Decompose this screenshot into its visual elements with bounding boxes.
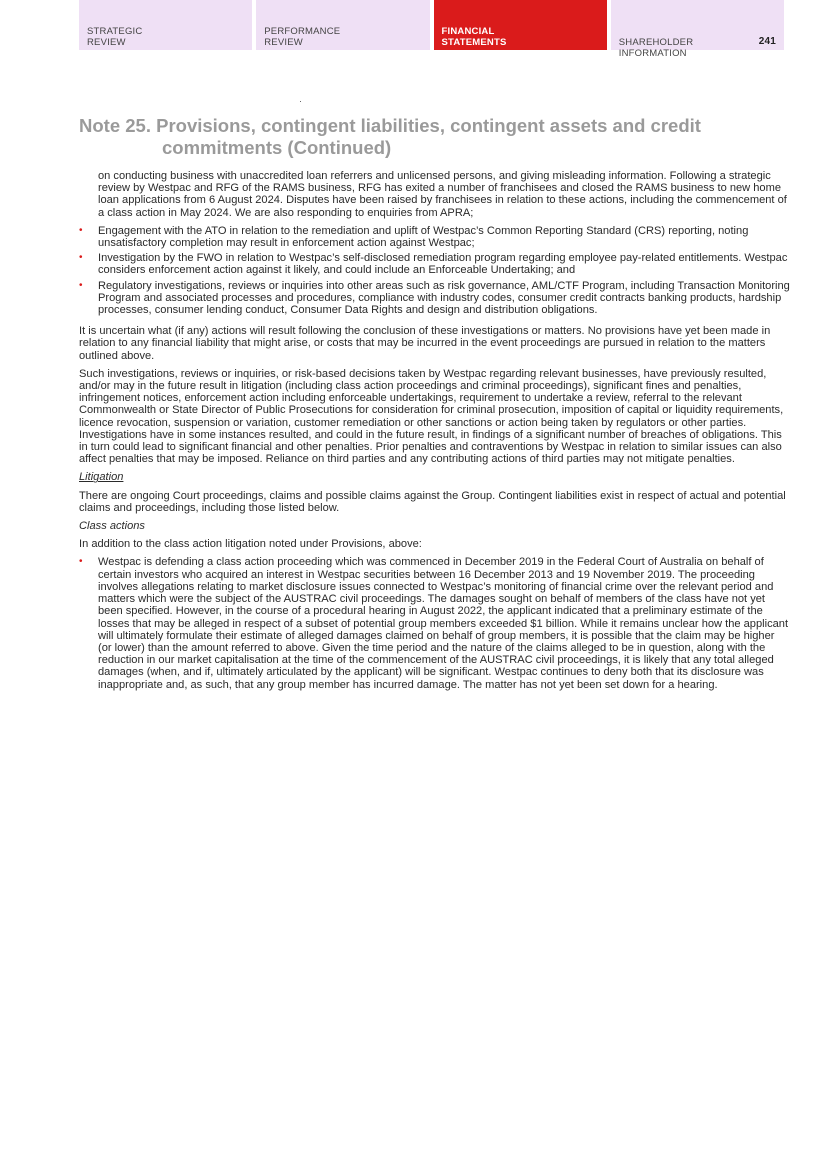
bullet-list-class-actions bbox=[79, 556, 791, 690]
bullet-list-investigations bbox=[79, 225, 791, 316]
paragraph-such-investigations: Such investigations, reviews or inquiries, or risk-based decisions taken by Westpac regarding relevant businesses, have previously resulted, and/or may in the future result in litigation (including class action proceedings and criminal proceedings), significant fines and penalties, infringement notices, enforcement action including enforceable undertakings, requirement to undertake a review, referral to the relevant Commonwealth or State Director of Public Prosecutions for consideration for criminal prosecution, imposition of capital or liquidity requirements, licence revocation, suspension or variation, customer remediation or other sanctions or action being taken by regulators or other parties. Investigations have in some instances resulted, and could in the future result, in findings of a significant number of breaches of obligations. This in turn could lead to significant financial and other penalties. Prior penalties and contraventions by Westpac in relation to similar issues can also affect penalties that may be imposed. Reliance on third parties and any contributing actions of third parties may not mitigate penalties. bbox=[79, 367, 784, 466]
class-actions-heading: Class actions bbox=[79, 520, 145, 533]
page-number: 241 bbox=[758, 36, 776, 47]
tab-performance-review[interactable]: PERFORMANCE REVIEW bbox=[256, 0, 429, 50]
note-title bbox=[79, 115, 769, 159]
tab-financial-statements[interactable]: FINANCIAL STATEMENTS bbox=[434, 0, 607, 50]
section-nav bbox=[79, 0, 784, 59]
stray-dot bbox=[300, 101, 301, 102]
paragraph-uncertain: It is uncertain what (if any) actions will result following the conclusion of these investigations or matters. No provisions have yet been made in relation to any financial liability that might arise, or costs that may be incurred in the event proceedings are pursued in relation to the matters outlined above. bbox=[79, 325, 771, 362]
tab-strategic-review[interactable]: STRATEGIC REVIEW bbox=[79, 0, 252, 50]
paragraph-class-intro: In addition to the class action litigation noted under Provisions, above: bbox=[79, 538, 422, 551]
continued-paragraph: on conducting business with unaccredited loan referrers and unlicensed persons, and giving misleading information. Following a strategic review by Westpac and RFG of the RAMS business, RFG has exited a number of franchisees and closed the RAMS business to new home loan applications from 6 August 2024. Disputes have been raised by franchisees in relation to these actions, including the commencement of a class action in May 2024. We are also responding to enquiries from APRA; bbox=[98, 170, 787, 219]
note-title-line2: commitments (Continued) bbox=[162, 137, 392, 158]
list-item: • Engagement with the ATO in relation to the remediation and uplift of Westpac’s Common Reporting Standard (CRS) reporting, noting unsatisfactory completion may result in enforcement action against Westpac; bbox=[79, 225, 791, 249]
note-body bbox=[79, 170, 791, 700]
paragraph-litigation: There are ongoing Court proceedings, claims and possible claims against the Group. Contingent liabilities exist in respect of actual and potential claims and proceedings, including those listed below. bbox=[79, 489, 786, 514]
tab-label: SHAREHOLDER INFORMATION bbox=[618, 37, 694, 59]
list-item: • Westpac is defending a class action proceeding which was commenced in December 2019 in the Federal Court of Australia on behalf of certain investors who acquired an interest in Westpac securities between 16 December 2013 and 19 November 2019. The proceeding involves allegations relating to market disclosure issues connected to Westpac’s monitoring of financial crime over the relevant period and matters which were the subject of the AUSTRAC civil proceedings. The damages sought on behalf of members of the class have not yet been specified. However, in the course of a procedural hearing in August 2022, the applicant indicated that a preliminary estimate of the losses that may be alleged in respect of a subset of potential group members exceeded $1 billion. While it remains unclear how the applicant will ultimately formulate their estimate of alleged damages claimed on behalf of group members, it is possible that the claim may be higher (or lower) than the amount referred to above. Given the time period and the nature of the claims alleged to be in question, along with the reduction in our market capitalisation at the time of the commencement of the AUSTRAC civil proceedings, it is likely that any total alleged damages (when, and if, ultimately articulated by the applicant) will be significant. Westpac continues to deny both that its disclosure was inappropriate and, as such, that any group member has incurred damage. The matter has not yet been set down for a hearing. bbox=[79, 556, 791, 690]
note-title-line1: Note 25. Provisions, contingent liabilities, contingent assets and credit bbox=[79, 115, 701, 136]
litigation-heading: Litigation bbox=[79, 471, 124, 484]
list-item: • Investigation by the FWO in relation to Westpac’s self-disclosed remediation program regarding employee pay-related entitlements. Westpac considers enforcement action against it likely, and could include an Enforceable Undertaking; and bbox=[79, 252, 791, 276]
tab-shareholder-information[interactable] bbox=[611, 0, 784, 59]
list-item: • Regulatory investigations, reviews or inquiries into other areas such as risk governance, AML/CTF Program, including Transaction Monitoring Program and associated processes and procedures, compliance with industry codes, consumer credit contracts banking products, hardship processes, consumer lending conduct, Consumer Data Rights and design and distribution obligations. bbox=[79, 280, 791, 317]
